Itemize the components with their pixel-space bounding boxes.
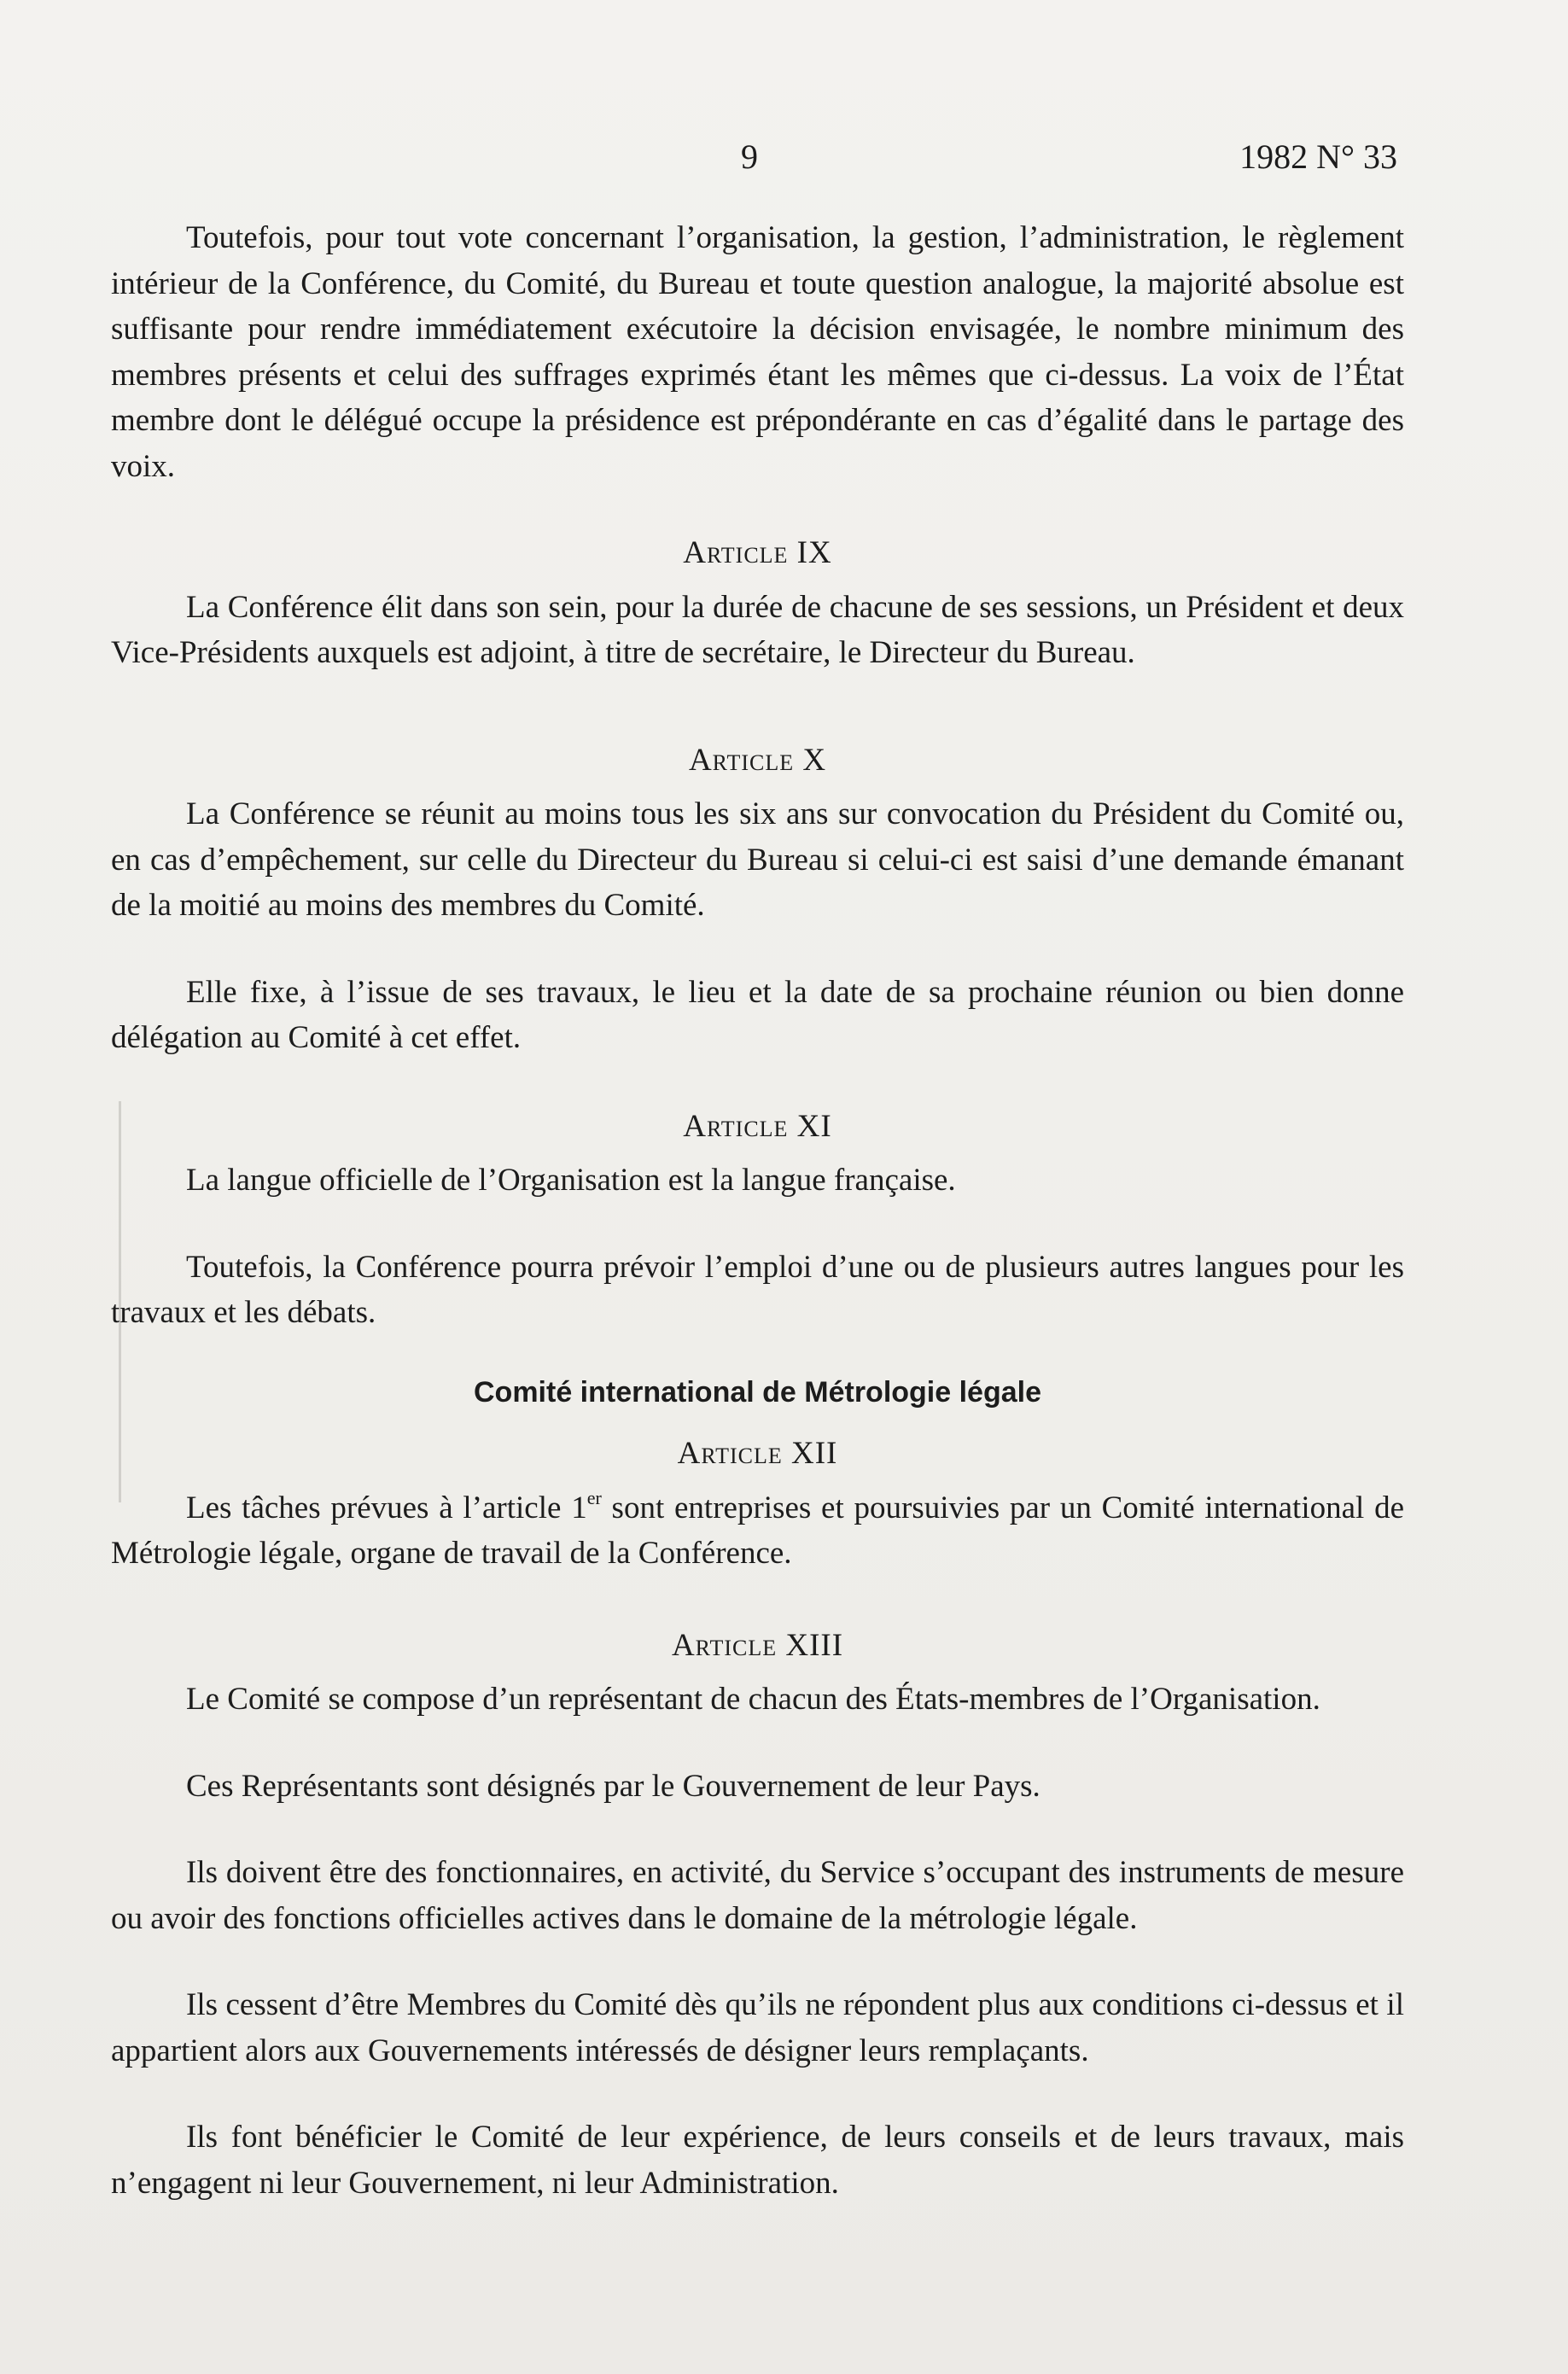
article-xiii-paragraph-3: Ils doivent être des fonctionnaires, en activité, du Service s’occupant des instruments de mesure ou avoir des fonctions officielles actives dans le domaine de la métrologie légale.	[111, 1855, 1404, 1936]
article-xii-superscript: er	[586, 1486, 602, 1508]
article-xiii-paragraph-1: Le Comité se compose d’un représentant de chacun des États-membres de l’Organisation.	[186, 1682, 1320, 1717]
page-header	[0, 137, 1568, 188]
paragraph-intro: Toutefois, pour tout vote concernant l’organisation, la gestion, l’administration, le règlement intérieur de la Conférence, du Comité, du Bureau et toute question analogue, la majorité absolue est suffisante pour rendre immédiatement exécutoire la décision envisagée, le nombre minimum des membres présents et celui des suffrages exprimés étant les mêmes que ci-dessus. La voix de l’État membre dont le délégué occupe la présidence est prépondérante en cas d’égalité dans le partage des voix.	[111, 220, 1404, 484]
article-xii-paragraph	[111, 1485, 1404, 1577]
article-xiii-heading: Article XIII	[671, 1627, 844, 1663]
article-xii-text-part-2: sont entreprises et poursuivies par un Comité international de Métrologie légale, organe de travail de la Conférence.	[111, 1490, 1405, 1571]
article-xi-paragraph-2: Toutefois, la Conférence pourra prévoir l’emploi d’une ou de plusieurs autres langues pour les travaux et les débats.	[111, 1249, 1404, 1330]
article-x-heading: Article X	[688, 742, 827, 778]
article-xiii-paragraph-5: Ils font bénéficier le Comité de leur expérience, de leurs conseils et de leurs travaux, mais n’engagent ni leur Gouvernement, ni leur Administration.	[111, 2120, 1404, 2201]
page-number: 9	[741, 137, 758, 176]
document-body	[111, 215, 1404, 2249]
article-xi-paragraph-1: La langue officielle de l’Organisation est la langue française.	[186, 1163, 956, 1198]
article-xiii-paragraph-4: Ils cessent d’être Membres du Comité dès qu’ils ne répondent plus aux conditions ci-dessus et il appartient alors aux Gouvernements intéressés de désigner leurs remplaçants.	[111, 1987, 1404, 2068]
section-heading-cimlf: Comité international de Métrologie légale	[474, 1375, 1041, 1409]
article-xi-heading: Article XI	[683, 1108, 832, 1144]
document-reference: 1982 N° 33	[1239, 137, 1397, 176]
article-x-paragraph-2: Elle fixe, à l’issue de ses travaux, le lieu et la date de sa prochaine réunion ou bien donne délégation au Comité à cet effet.	[111, 974, 1404, 1055]
article-ix-heading: Article IX	[683, 535, 832, 570]
article-x-paragraph-1: La Conférence se réunit au moins tous les six ans sur convocation du Président du Comité ou, en cas d’empêchement, sur celle du Directeur du Bureau si celui-ci est saisi d’une demande émanant de la moitié au moins des membres du Comité.	[111, 796, 1404, 923]
article-ix-paragraph: La Conférence élit dans son sein, pour la durée de chacune de ses sessions, un Président et deux Vice-Présidents auxquels est adjoint, à titre de secrétaire, le Directeur du Bureau.	[111, 589, 1404, 670]
article-xii-heading: Article XII	[677, 1436, 838, 1471]
article-xiii-paragraph-2: Ces Représentants sont désignés par le Gouvernement de leur Pays.	[186, 1768, 1040, 1804]
article-xii-text-part-1: Les tâches prévues à l’article 1	[186, 1490, 587, 1525]
